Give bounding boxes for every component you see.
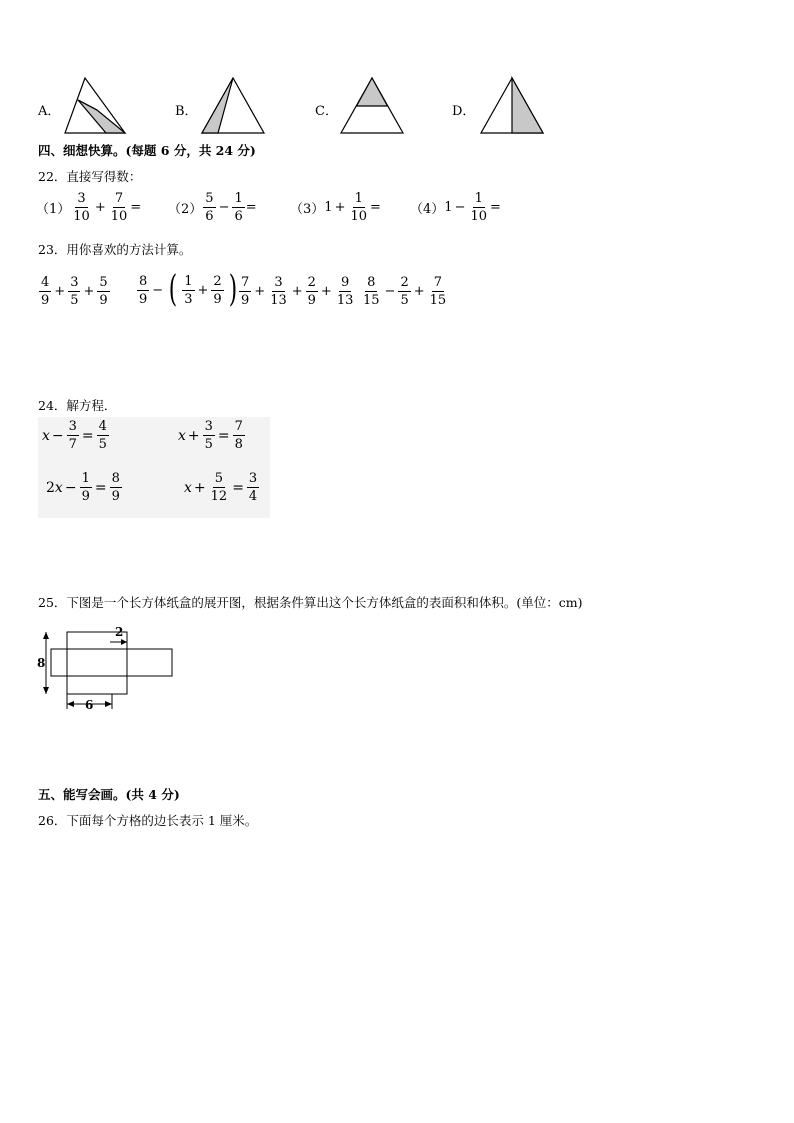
operator: − — [152, 282, 164, 298]
fraction: $\frac{2}{5}$ — [400, 275, 409, 308]
operator: + — [193, 479, 206, 496]
fraction: $\frac{3}{10}$ — [73, 191, 90, 224]
operator: − — [384, 284, 396, 299]
option-a-label[interactable]: A． — [38, 104, 61, 119]
fraction: $\frac{2}{9}$ — [213, 273, 222, 307]
dim-label-left: 8 — [37, 656, 46, 670]
fraction: $\frac{4}{5}$ — [98, 419, 107, 452]
whole-number: 1 — [444, 200, 453, 215]
q23-expression-4 — [360, 276, 449, 307]
operator: − — [64, 479, 77, 496]
q24-title: 24．解方程． — [38, 398, 117, 413]
q22-item-1 — [36, 192, 141, 223]
fraction: $\frac{8}{9}$ — [111, 471, 120, 504]
operator: + — [83, 284, 95, 299]
operator: + — [197, 282, 209, 298]
right-paren: ) — [228, 269, 237, 310]
left-paren: ( — [168, 269, 178, 310]
operator: + — [187, 427, 200, 444]
option-b-label[interactable]: B． — [175, 104, 198, 119]
q22-item-2 — [168, 192, 257, 223]
fraction: $\frac{1}{10}$ — [350, 191, 368, 224]
operator: + — [413, 284, 425, 299]
fraction: $\frac{3}{5}$ — [70, 275, 79, 308]
triangle-option-b[interactable] — [198, 76, 268, 136]
dim-label-bottom: 6 — [85, 698, 94, 712]
fraction: $\frac{5}{9}$ — [99, 275, 108, 308]
operator: + — [54, 284, 66, 299]
q24-equation-2 — [178, 420, 246, 451]
equals-sign: = — [490, 200, 501, 215]
section-4-title: 四、细想快算。(每题 6 分，共 24 分) — [38, 143, 256, 158]
fraction: $\frac{3}{5}$ — [204, 419, 213, 452]
operator: − — [218, 200, 230, 215]
fraction: $\frac{2}{9}$ — [307, 275, 316, 308]
equals-sign: = — [370, 200, 381, 215]
q23-expression-3 — [238, 276, 356, 307]
variable-x: x — [54, 479, 63, 496]
q24-equation-1 — [42, 420, 110, 451]
option-c-label[interactable]: C． — [315, 104, 338, 119]
fraction: $\frac{3}{13}$ — [270, 275, 287, 308]
equals-sign: = — [232, 479, 244, 496]
fraction: $\frac{9}{13}$ — [336, 275, 354, 308]
operator: − — [51, 427, 64, 444]
fraction: $\frac{8}{9}$ — [139, 273, 148, 307]
fraction: $\frac{7}{8}$ — [234, 419, 243, 452]
coefficient: 2 — [46, 479, 55, 496]
operator: − — [454, 200, 466, 215]
fraction: $\frac{3}{4}$ — [248, 471, 258, 504]
fraction: $\frac{5}{6}$ — [205, 191, 214, 224]
operator: + — [320, 284, 332, 299]
operator: + — [94, 200, 106, 215]
q24-equation-3 — [46, 472, 123, 503]
q23-expression-1 — [38, 276, 111, 307]
q23-expression-2 — [136, 269, 241, 310]
variable-x: x — [42, 427, 50, 444]
q22-item-3 — [290, 192, 381, 223]
equals-sign: = — [81, 427, 94, 444]
section-5-title: 五、能写会画。(共 4 分) — [38, 787, 180, 802]
q23-title: 23．用你喜欢的方法计算。 — [38, 242, 192, 257]
q22-item-4 — [410, 192, 501, 223]
fraction: $\frac{7}{10}$ — [110, 191, 128, 224]
whole-number: 1 — [324, 200, 333, 215]
variable-x: x — [178, 427, 186, 444]
fraction: $\frac{3}{7}$ — [68, 419, 77, 452]
q26-title: 26．下面每个方格的边长表示 1 厘米。 — [38, 813, 258, 828]
fraction: $\frac{1}{9}$ — [81, 471, 90, 504]
variable-x: x — [184, 479, 192, 496]
fraction: $\frac{7}{15}$ — [429, 275, 447, 308]
operator: + — [291, 284, 303, 299]
item-label: （4） — [410, 202, 445, 217]
triangle-option-c[interactable] — [338, 76, 408, 136]
fraction: $\frac{5}{12}$ — [210, 471, 228, 504]
triangle-option-d[interactable] — [478, 76, 548, 136]
fraction: $\frac{4}{9}$ — [41, 275, 50, 308]
operator: + — [334, 200, 346, 215]
item-label: （2） — [168, 202, 203, 217]
option-d-label[interactable]: D． — [452, 104, 476, 119]
item-label: （1） — [36, 202, 71, 217]
fraction: $\frac{1}{6}$ — [234, 191, 243, 224]
q25-title: 25．下图是一个长方体纸盒的展开图，根据条件算出这个长方体纸盒的表面积和体积。(单位：cm) — [38, 595, 583, 610]
dim-label-top: 2 — [115, 625, 124, 639]
q24-equation-4 — [184, 472, 260, 503]
equals-sign: = — [245, 200, 257, 215]
operator: + — [254, 284, 266, 299]
box-net-diagram — [36, 622, 186, 714]
q22-title: 22．直接写得数： — [38, 169, 142, 184]
triangle-option-a[interactable] — [60, 76, 130, 136]
item-label: （3） — [290, 202, 325, 217]
equals-sign: = — [217, 427, 230, 444]
fraction: $\frac{1}{10}$ — [470, 191, 488, 224]
fraction: $\frac{8}{15}$ — [363, 275, 380, 308]
equals-sign: = — [94, 479, 107, 496]
fraction: $\frac{7}{9}$ — [241, 275, 250, 308]
fraction: $\frac{1}{3}$ — [184, 273, 193, 307]
equals-sign: = — [130, 200, 142, 215]
